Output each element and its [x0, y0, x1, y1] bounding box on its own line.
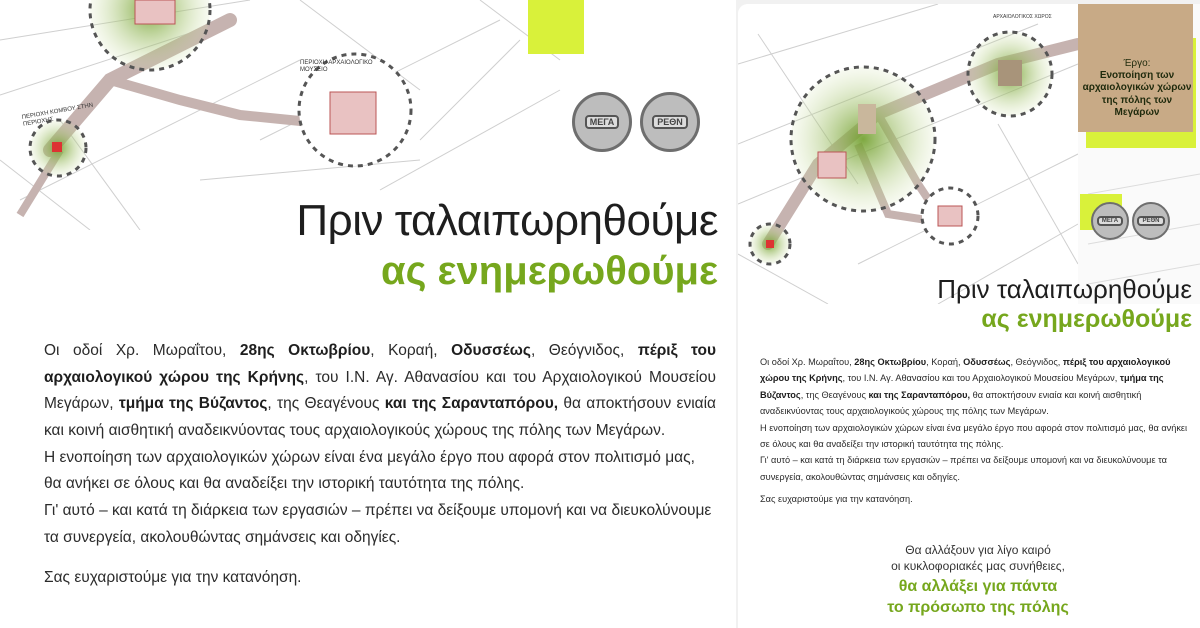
headline-line1: Πριν ταλαιπωρηθούμε	[296, 196, 718, 245]
project-label: Έργο:	[1123, 58, 1151, 69]
coin-logo-megara: ΜΕΓΑ	[572, 92, 632, 152]
paragraph-2-small: Η ενοποίηση των αρχαιολογικών χώρων είναι ένα μεγάλο έργο που αφορά στον πολιτισμό μας, θα ανήκει σε όλους και θα αναδείξει την ιστορική ταυτότητα της πόλης.	[760, 422, 1188, 449]
project-title: Ενοποίηση των αρχαιολογικών χώρων της πόλης των Μεγάρων	[1082, 70, 1192, 118]
paragraph-3: Γι' αυτό – και κατά τη διάρκεια των εργασιών – πρέπει να δείξουμε υπομονή και να διευκολύνουμε τα συνεργεία, ακολουθώντας σημάνσεις και οδηγίες.	[44, 501, 712, 546]
body-text-left	[44, 338, 716, 592]
map-label-museum: ΠΕΡΙΟΧΗ ΑΡΧΑΙΟΛΟΓΙΚΟ ΜΟΥΣΕΙΟ	[300, 60, 373, 73]
footer-line1: Θα αλλάξουν για λίγο καιρό	[905, 543, 1051, 557]
map-label-kriini: ΠΕΡΙΟΧΗ ΚΟΜΒΟΥ ΣΤΗΝ ΠΕΡΙΟΧΗΣ	[21, 102, 94, 128]
coin-logo-ancient: ΡΕΘΝ	[640, 92, 700, 152]
paragraph-4-small: Σας ευχαριστούμε για την κατανόηση.	[760, 494, 913, 504]
map-label-top: ΑΡΧΑΙΟΛΟΓΙΚΟΣ ΧΩΡΟΣ	[993, 14, 1052, 20]
headline-line2: ας ενημερωθούμε	[381, 249, 718, 294]
footer-line2: οι κυκλοφοριακές μας συνήθειες,	[891, 559, 1065, 574]
paragraph-1-small: Οι οδοί Χρ. Μωραΐτου, 28ης Οκτωβρίου, Κοραή, Οδυσσέως, Θεόγνιδος, πέριξ του αρχαιολογικού χώρου της Κρήνης, του Ι.Ν. Αγ. Αθανασίου και του Αρχαιολογικού Μουσείου Μεγάρων, τμήμα της Βύζαντος, της Θεαγένους και της Σαρανταπόρου, θα αποκτήσουν ενιαία και κοινή αισθητική αναδεικνύοντας τους αρχαιολογικούς χώρους της πόλης των Μεγάρων.	[760, 357, 1171, 417]
footer-line3: θα αλλάξει για πάντα	[898, 578, 1058, 596]
paragraph-3-small: Γι' αυτό – και κατά τη διάρκεια των εργασιών – πρέπει να δείξουμε υπομονή και να διευκολύνουμε τα συνεργεία, ακολουθώντας σημάνσεις και οδηγίες.	[760, 455, 1167, 482]
paragraph-2: Η ενοποίηση των αρχαιολογικών χώρων είναι ένα μεγάλο έργο που αφορά στον πολιτισμό μας, θα ανήκει σε όλους και θα αναδείξει την ιστορική ταυτότητα της πόλης.	[44, 448, 695, 493]
headline-right	[937, 276, 1192, 333]
paragraph-1: Οι οδοί Χρ. Μωραΐτου, 28ης Οκτωβρίου, Κοραή, Οδυσσέως, Θεόγνιδος, πέριξ του αρχαιολογικού χώρου της Κρήνης, του Ι.Ν. Αγ. Αθανασίου και του Αρχαιολογικού Μουσείου Μεγάρων, τμήμα της Βύζαντος, της Θεαγένους και της Σαρανταπόρου, θα αποκτήσουν ενιαία και κοινή αισθητική αναδεικνύοντας τους αρχαιολογικούς χώρους της πόλης των Μεγάρων.	[44, 342, 717, 439]
headline-right-line2: ας ενημερωθούμε	[981, 305, 1192, 334]
footer-line4: το πρόσωπο της πόλης	[887, 599, 1069, 617]
coin-logo-ancient-small: ΡΕΘΝ	[1132, 202, 1170, 240]
headline-left	[296, 198, 718, 292]
headline-right-line1: Πριν ταλαιπωρηθούμε	[937, 274, 1192, 304]
footer-message	[818, 542, 1138, 619]
right-poster	[738, 4, 1200, 628]
paragraph-4: Σας ευχαριστούμε για την κατανόηση.	[44, 569, 302, 587]
coin-logo-megara-small: ΜΕΓΑ	[1091, 202, 1129, 240]
project-title-block	[1082, 58, 1192, 119]
body-text-right	[760, 354, 1192, 507]
